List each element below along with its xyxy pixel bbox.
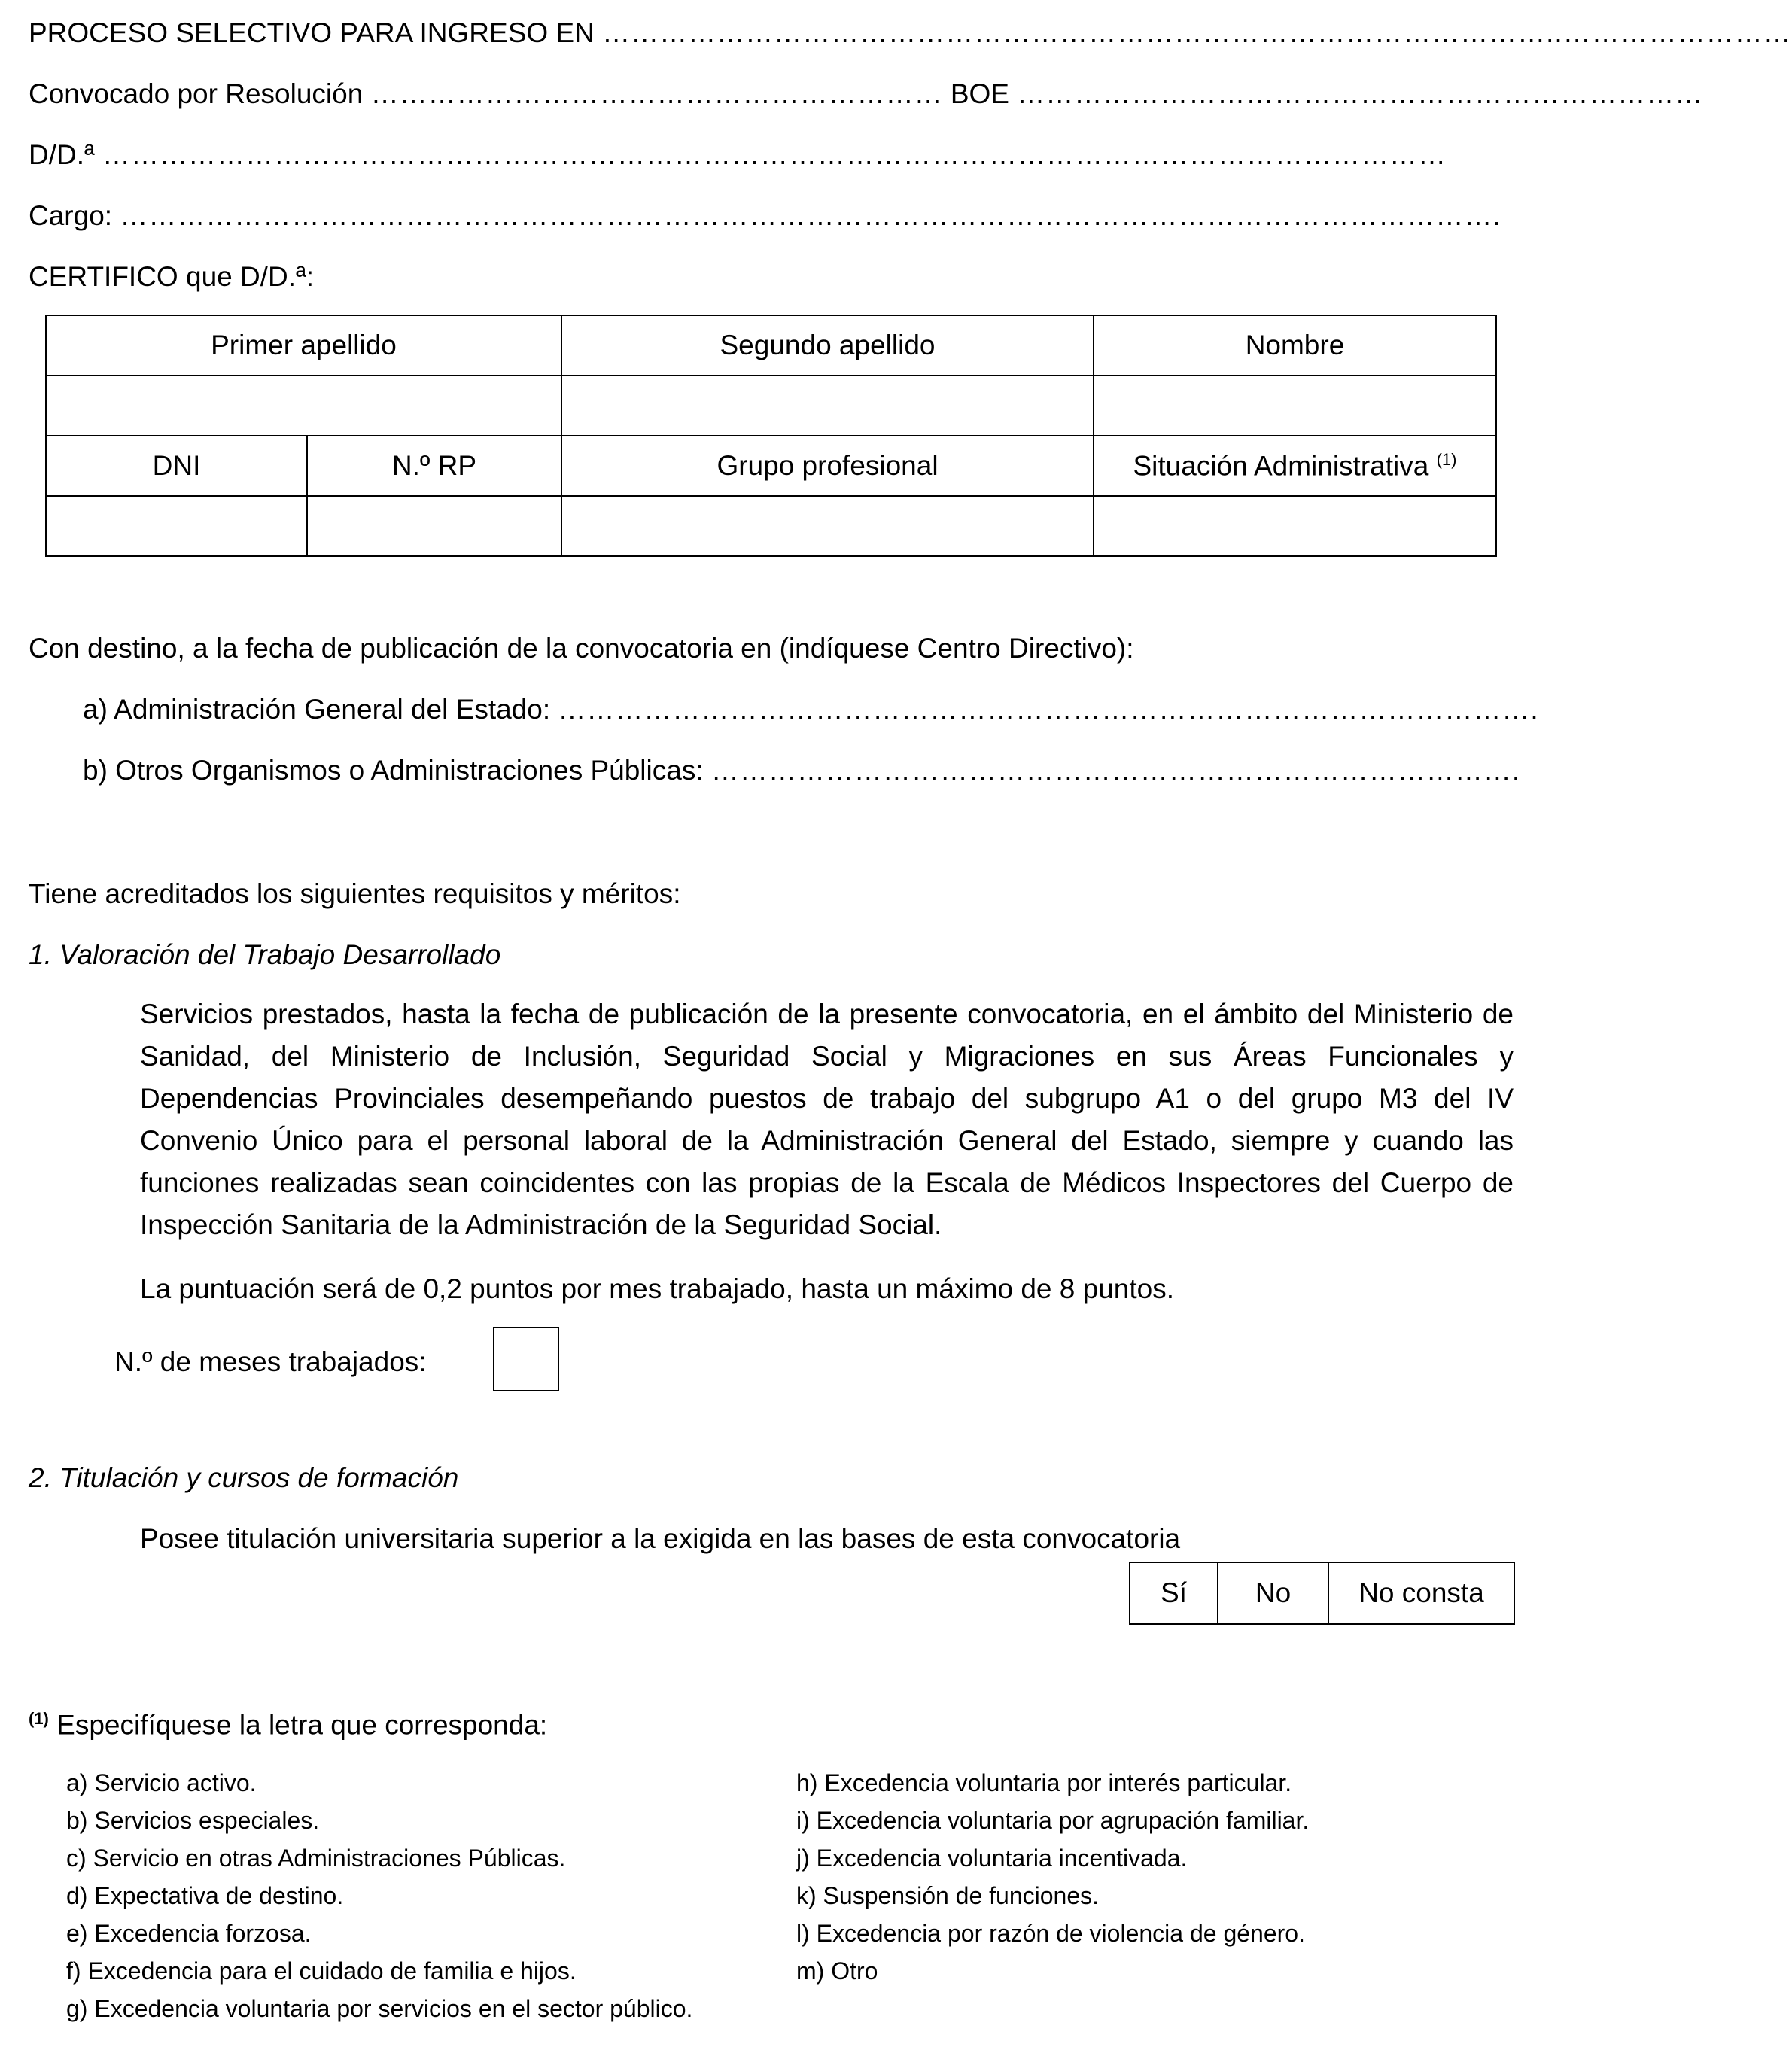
destino-b-dots: …………………………………………………………………………. (710, 755, 1521, 786)
list-item: j) Excedencia voluntaria incentivada. (796, 1845, 1188, 1872)
header-nombre: Nombre (1094, 315, 1496, 376)
header-dni: DNI (46, 436, 307, 496)
meses-label: N.º de meses trabajados: (114, 1346, 427, 1377)
cargo-line (29, 199, 1501, 233)
list-item: e) Excedencia forzosa. (66, 1920, 312, 1947)
dni-field[interactable] (46, 496, 307, 556)
list-item: h) Excedencia voluntaria por interés particular. (796, 1769, 1292, 1796)
meses-input-box[interactable] (493, 1327, 559, 1391)
list-item: m) Otro (796, 1957, 878, 1985)
dd-line (29, 138, 1447, 172)
header-nrp: N.º RP (307, 436, 561, 496)
header-grupo: Grupo profesional (561, 436, 1094, 496)
footnote-left-list (66, 1764, 692, 2027)
nrp-field[interactable] (307, 496, 561, 556)
section1-text: Servicios prestados, hasta la fecha de publicación de la presente convocatoria, en el ámbito del Ministerio de Sanidad, del Ministerio de Inclusión, Seguridad Social y Migraciones en sus Áreas Funcionales y Dependencias Provinciales desempeñando puestos de trabajo del subgrupo A1 o del grupo M3 del IV Convenio Único para el personal laboral de la Administración General del Estado, siempre y cuando las funciones realizadas sean coincidentes con las propias de la Escala de Médicos Inspectores del Cuerpo de Inspección Sanitaria de la Administración de la Seguridad Social. (140, 999, 1514, 1240)
option-si[interactable]: Sí (1130, 1562, 1218, 1624)
dd-label: D/D.ª (29, 139, 95, 170)
nombre-field[interactable] (1094, 376, 1496, 436)
list-item: k) Suspensión de funciones. (796, 1882, 1100, 1909)
destino-intro: Con destino, a la fecha de publicación de la convocatoria en (indíquese Centro Directivo): (29, 633, 1134, 664)
proceso-dots: ………………………………………………………………………………………..…………………… (602, 17, 1792, 48)
option-no[interactable]: No (1218, 1562, 1328, 1624)
requisitos-intro: Tiene acreditados los siguientes requisitos y méritos: (29, 878, 681, 909)
header-segundo-apellido: Segundo apellido (561, 315, 1094, 376)
boe-label: BOE (950, 78, 1009, 109)
footnote-marker: (1) (29, 1709, 49, 1728)
convocado-label: Convocado por Resolución (29, 78, 364, 109)
segundo-apellido-field[interactable] (561, 376, 1094, 436)
section2-title: 2. Titulación y cursos de formación (29, 1462, 459, 1493)
puntuacion-text: La puntuación será de 0,2 puntos por mes trabajado, hasta un máximo de 8 puntos. (140, 1273, 1175, 1304)
personal-data-table (45, 315, 1497, 557)
list-item: c) Servicio en otras Administraciones Públicas. (66, 1845, 566, 1872)
situacion-label: Situación Administrativa (1133, 450, 1429, 482)
certifico-text: CERTIFICO que D/D.ª: (29, 261, 314, 292)
option-no-consta[interactable]: No consta (1328, 1562, 1514, 1624)
convocado-dots: …………………………………………………… (370, 78, 943, 109)
list-item: d) Expectativa de destino. (66, 1882, 344, 1909)
primer-apellido-field[interactable] (46, 376, 561, 436)
footnote-right-list (796, 1764, 1309, 1990)
convocado-line (29, 78, 1703, 111)
proceso-line (29, 17, 1792, 50)
destino-b-line (83, 754, 1520, 787)
list-item: b) Servicios especiales. (66, 1807, 320, 1834)
grupo-field[interactable] (561, 496, 1094, 556)
list-item: l) Excedencia por razón de violencia de género. (796, 1920, 1305, 1947)
titulacion-options (1129, 1562, 1515, 1625)
section2-text: Posee titulación universitaria superior a la exigida en las bases de esta convocatoria (140, 1523, 1181, 1554)
situacion-note-marker: (1) (1436, 449, 1457, 469)
footnote-title: Especifíquese la letra que corresponda: (56, 1709, 548, 1741)
proceso-label: PROCESO SELECTIVO PARA INGRESO EN (29, 17, 595, 48)
header-situacion (1094, 436, 1496, 496)
dd-dots: …………………………………………………………………………………………………………………………… (102, 139, 1447, 170)
footnote-title-line (29, 1702, 547, 1741)
destino-a-dots: …………………………………………………………………………………………. (558, 694, 1539, 725)
destino-a-line (83, 693, 1539, 726)
list-item: i) Excedencia voluntaria por agrupación familiar. (796, 1807, 1310, 1834)
cargo-label: Cargo: (29, 200, 113, 231)
destino-b-label: b) Otros Organismos o Administraciones Públicas: (83, 755, 704, 786)
destino-a-label: a) Administración General del Estado: (83, 694, 551, 725)
section1-title: 1. Valoración del Trabajo Desarrollado (29, 939, 501, 970)
list-item: g) Excedencia voluntaria por servicios en el sector público. (66, 1995, 693, 2022)
header-primer-apellido: Primer apellido (46, 315, 561, 376)
cargo-dots: ………………………………………………………………………………………………………………………………. (120, 200, 1501, 231)
boe-dots: ……………………………………………………………… (1017, 78, 1704, 109)
list-item: f) Excedencia para el cuidado de familia e hijos. (66, 1957, 577, 1985)
situacion-field[interactable] (1094, 496, 1496, 556)
list-item: a) Servicio activo. (66, 1769, 257, 1796)
